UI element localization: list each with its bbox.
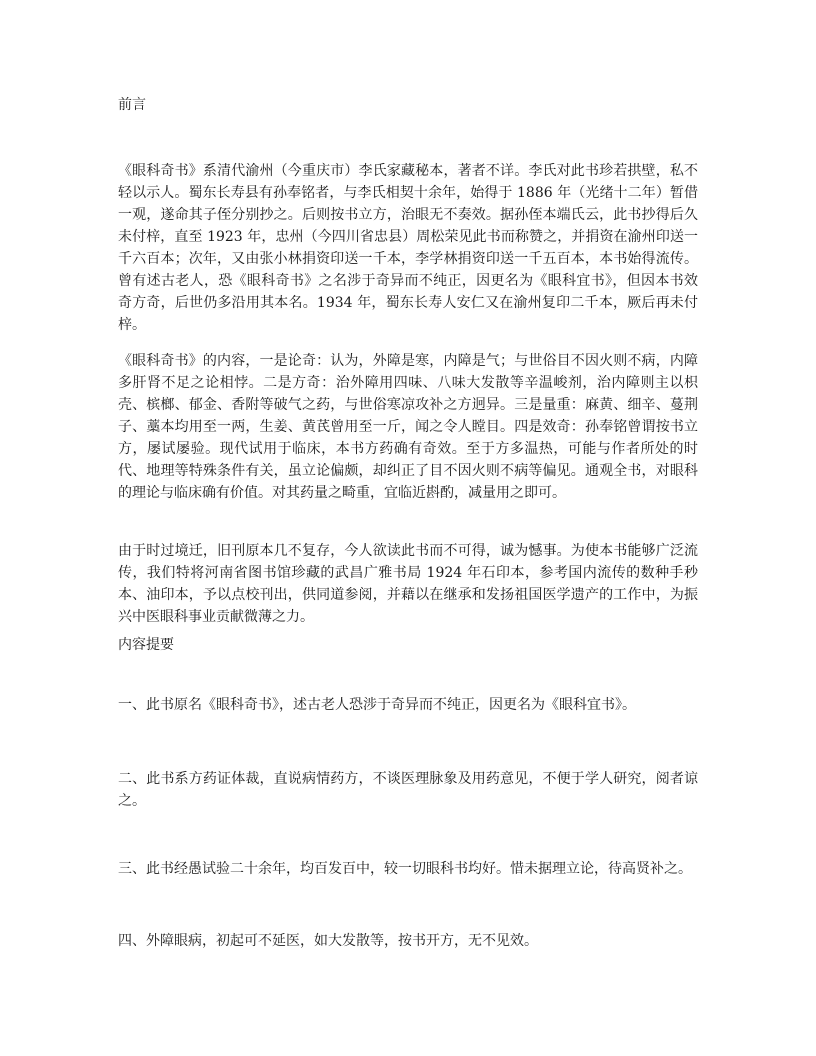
summary-item-2: 二、此书系方药证体裁，直说病情药方，不谈医理脉象及用药意见，不便于学人研究，阅者谅之。 [118, 771, 698, 809]
preface-paragraph-2: 《眼科奇书》的内容，一是论奇：认为，外障是寒，内障是气；与世俗目不因火则不病，内障多肝肾不足之论相悖。二是方奇：治外障用四味、八味大发散等辛温峻剂，治内障则主以枳壳、槟榔、郁金、香附等破气之药，与世俗寒凉攻补之方迥异。三是量重：麻黄、细辛、蔓荆子、藁本均用至一两，生姜、黄芪曾用至一斤，闻之令人瞠目。四是效奇：孙奉铭曾谓按书立方，屡试屡验。现代试用于临床，本书方药确有奇效。至于方多温热，可能与作者所处的时代、地理等特殊条件有关，虽立论偏颇，却纠正了目不因火则不病等偏见。通观全书，对眼科的理论与临床确有价值。对其药量之畸重，宜临近斟酌，减量用之即可。 [118, 353, 698, 501]
summary-item-4: 四、外障眼病，初起可不延医，如大发散等，按书开方，无不见效。 [118, 933, 538, 949]
summary-item-3: 三、此书经愚试验二十余年，均百发百中，较一切眼科书均好。惜未据理立论，待高贤补之。 [118, 861, 692, 877]
preface-paragraph-3: 由于时过境迁，旧刊原本几不复存，今人欲读此书而不可得，诚为憾事。为使本书能够广泛流传，我们特将河南省图书馆珍藏的武昌广雅书局 1924 年石印本，参考国内流传的数种手秒本、油印本，予以点校刊出，供同道参阅，并藉以在继承和发扬祖国医学遗产的工作中，为振兴中医眼科事业贡献微薄之力。 [118, 543, 698, 625]
preface-paragraph-1: 《眼科奇书》系清代渝州（今重庆市）李氏家藏秘本，著者不详。李氏对此书珍若拱壁，私不轻以示人。蜀东长寿县有孙奉铭者，与李氏相契十余年，始得于 1886 年（光绪十二年）暂借一观，遂命其子侄分别抄之。后则按书立方，治眼无不奏效。据孙侄本端氏云，此书抄得后久未付梓，直至 1923 年，忠州（今四川省忠县）周松荣见此书而称赞之，并捐资在渝州印送一千六百本；次年，又由张小林捐资印送一千本，李学林捐资印送一千五百本，本书始得流传。曾有述古老人，恐《眼科奇书》之名涉于奇异而不纯正，因更名为《眼科宜书》，但因本书效奇方奇，后世仍多沿用其本名。1934 年，蜀东长寿人安仁又在渝州复印二千本，厥后再未付梓。 [118, 163, 698, 333]
preface-title: 前言 [118, 97, 146, 113]
summary-title: 内容提要 [118, 637, 174, 653]
summary-item-1: 一、此书原名《眼科奇书》，述古老人恐涉于奇异而不纯正，因更名为《眼科宜书》。 [118, 697, 636, 713]
